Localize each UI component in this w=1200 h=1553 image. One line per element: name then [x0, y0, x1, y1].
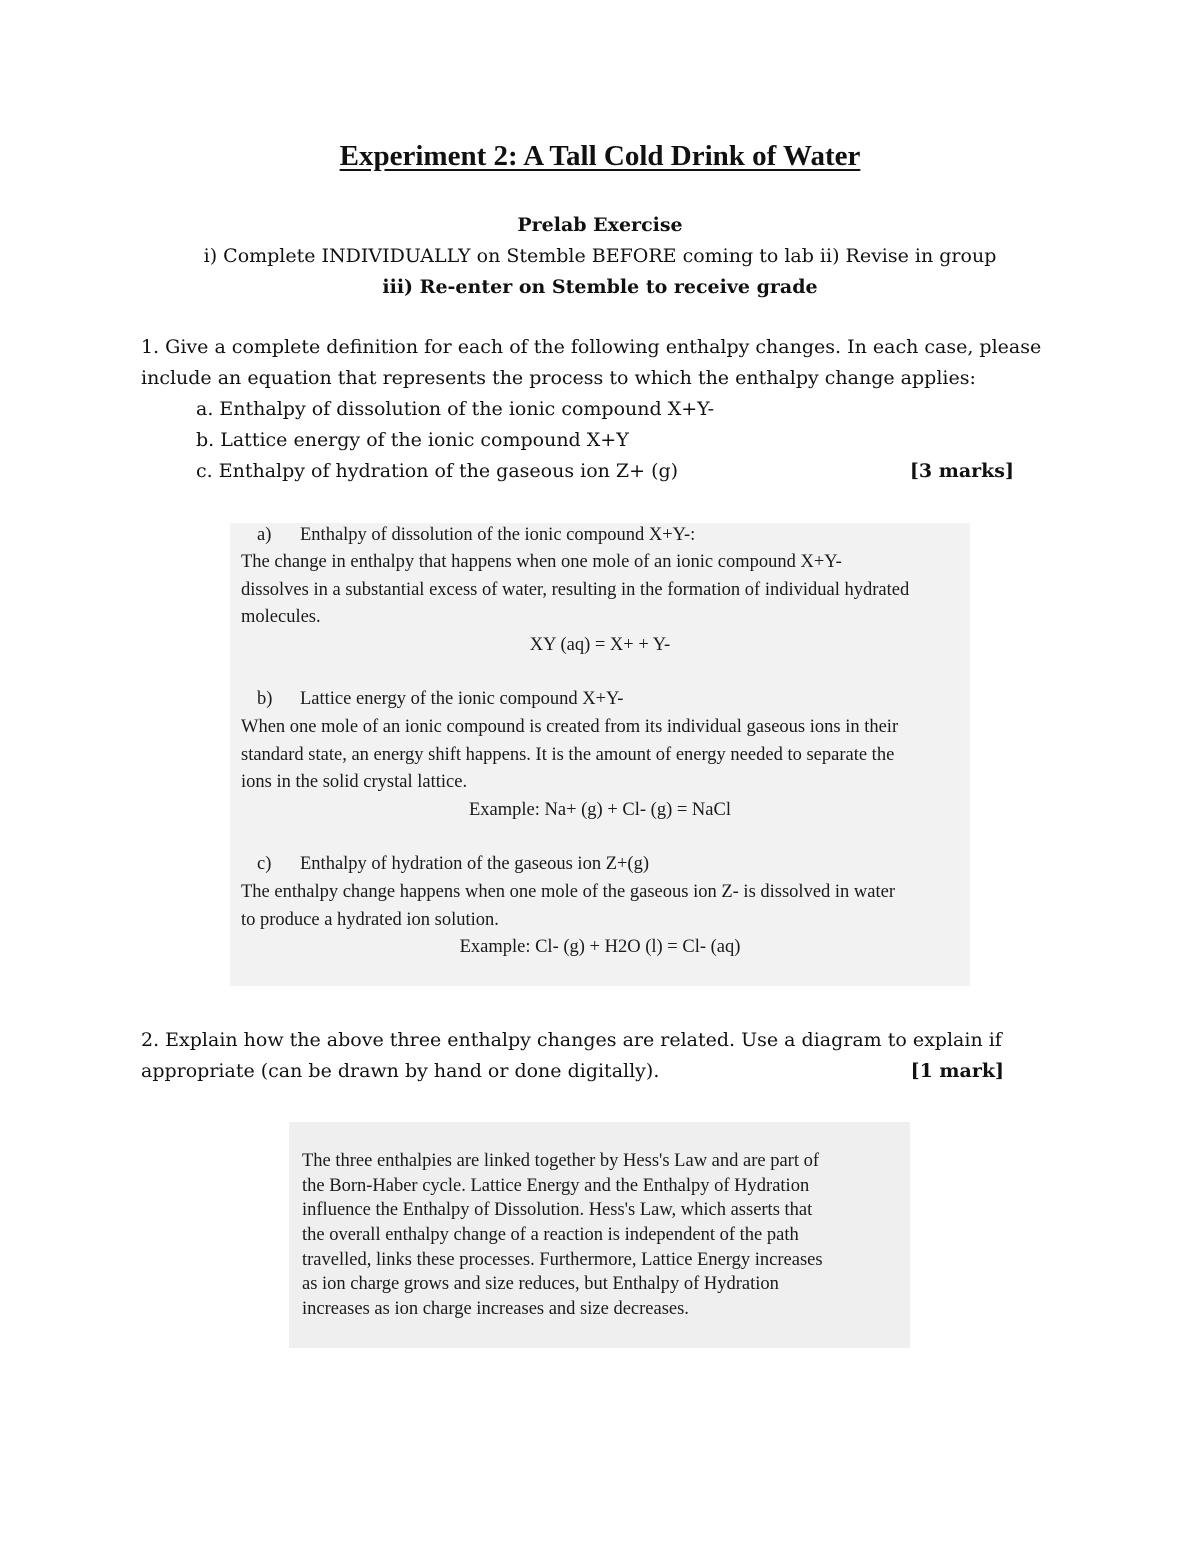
answer-1b-heading: Lattice energy of the ionic compound X+Y-: [300, 689, 624, 709]
question-2-marks: [1 mark]: [910, 1060, 1004, 1082]
page-title: Experiment 2: A Tall Cold Drink of Water: [339, 140, 861, 172]
question-2-line-2: appropriate (can be drawn by hand or done digitally).: [141, 1060, 660, 1082]
answer-1b-line: standard state, an energy shift happens. It is the amount of energy needed to separate the: [241, 745, 895, 765]
question-1-item-c: c. Enthalpy of hydration of the gaseous ion Z+ (g): [196, 460, 679, 482]
answer-1a-label: a): [257, 525, 272, 545]
answer-1b-equation: Example: Na+ (g) + Cl- (g) = NaCl: [469, 800, 731, 820]
answer-1a-heading: Enthalpy of dissolution of the ionic compound X+Y-:: [300, 525, 696, 545]
answer-1c-equation: Example: Cl- (g) + H2O (l) = Cl- (aq): [459, 937, 741, 957]
prelab-heading: Prelab Exercise: [517, 214, 683, 236]
question-2-line-1: 2. Explain how the above three enthalpy changes are related. Use a diagram to explain if: [141, 1029, 1002, 1051]
answer-2-line: the Born-Haber cycle. Lattice Energy and the Enthalpy of Hydration: [302, 1176, 810, 1196]
answer-1a-equation: XY (aq) = X+ + Y-: [529, 635, 671, 655]
answer-1-box: [230, 523, 970, 986]
answer-1b-line: When one mole of an ionic compound is created from its individual gaseous ions in their: [241, 717, 899, 737]
question-1-line-2: include an equation that represents the process to which the enthalpy change applies:: [141, 367, 976, 389]
question-1-marks: [3 marks]: [909, 460, 1014, 482]
question-1-line-1: 1. Give a complete definition for each of the following enthalpy changes. In each case, please: [141, 336, 1042, 358]
answer-1c-line: to produce a hydrated ion solution.: [241, 910, 499, 930]
prelab-grade-note: iii) Re-enter on Stemble to receive grade: [382, 276, 818, 298]
answer-2-line: The three enthalpies are linked together by Hess's Law and are part of: [302, 1151, 820, 1171]
answer-1a-line: molecules.: [241, 607, 321, 627]
answer-2-line: influence the Enthalpy of Dissolution. Hess's Law, which asserts that: [302, 1200, 813, 1220]
answer-1a-line: The change in enthalpy that happens when one mole of an ionic compound X+Y-: [241, 552, 842, 572]
question-1-item-b: b. Lattice energy of the ionic compound X+Y: [196, 429, 629, 451]
answer-2-line: the overall enthalpy change of a reaction is independent of the path: [302, 1225, 799, 1245]
answer-1c-heading: Enthalpy of hydration of the gaseous ion Z+(g): [300, 854, 650, 874]
answer-1c-line: The enthalpy change happens when one mole of the gaseous ion Z- is dissolved in water: [241, 882, 896, 902]
answer-2-line: as ion charge grows and size reduces, but Enthalpy of Hydration: [302, 1274, 779, 1294]
answer-1c-label: c): [257, 854, 272, 874]
question-1-item-a: a. Enthalpy of dissolution of the ionic compound X+Y-: [196, 398, 715, 420]
answer-1b-label: b): [257, 689, 273, 709]
answer-2-line: travelled, links these processes. Furthermore, Lattice Energy increases: [302, 1250, 823, 1270]
answer-2-line: increases as ion charge increases and size decreases.: [302, 1299, 689, 1319]
answer-2-box: [289, 1122, 910, 1348]
answer-1a-line: dissolves in a substantial excess of water, resulting in the formation of individual hydrated: [241, 580, 910, 600]
answer-1b-line: ions in the solid crystal lattice.: [241, 772, 468, 792]
prelab-instructions: i) Complete INDIVIDUALLY on Stemble BEFORE coming to lab ii) Revise in group: [203, 245, 997, 267]
